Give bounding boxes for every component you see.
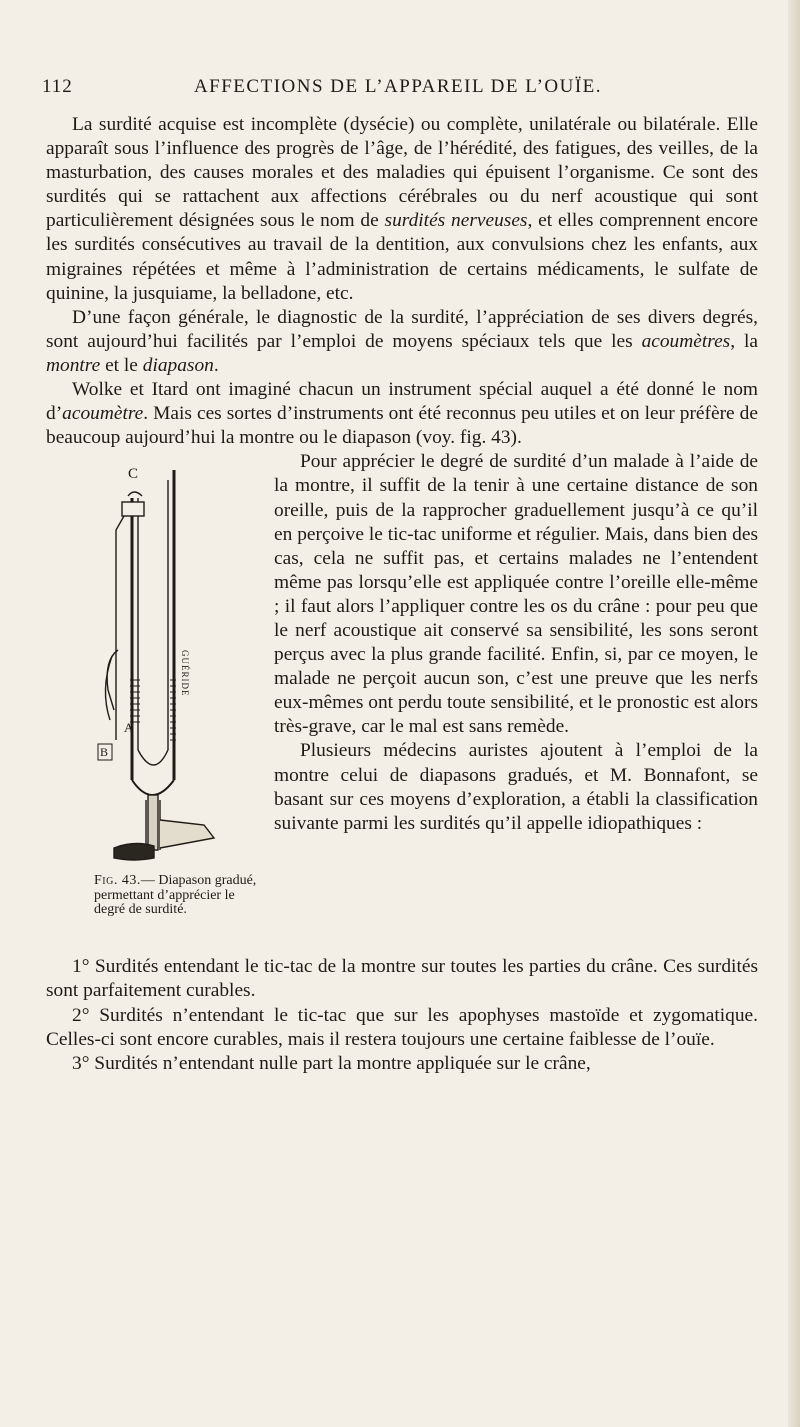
figure-43 [94,450,262,955]
left-prong-tip [128,492,142,496]
paragraph-1-text-b: , et elles comprennent encore les surdités consécutives au travail de la dentition, aux convulsions chez les enfants, aux migraines répétées et même à l’administration de certains médicaments, le sulfate de quinine, la jusquiame, la belladone, etc. [46,210,758,304]
page-number: 112 [42,76,73,97]
paragraph-3-text-b: . Mais ces sortes d’instruments ont été reconnus peu utiles et on leur préfère de beaucoup aujourd’hui la montre ou le diapason (voy. fig. 43). [46,403,758,449]
body-text [46,113,758,1076]
paragraph-1-text-a: La surdité acquise est incomplète (dysécie) ou complète, unilatérale ou bilatérale. Elle apparaît sous l’influence des progrès de l’âge, de l’hérédité, des fatigues, des veilles, de la masturbation, des causes morales et des maladies qui épuisent l’organisme. Ce sont des surdités qui se rattachent aux affections cérébrales ou du nerf acoustique qui sont particulièrement désignées sous le nom de [46,114,758,232]
paragraph-2 [46,306,758,378]
tuning-fork-illustration [94,450,262,870]
list-item-2: 2° Surdités n’entendant le tic-tac que sur les apophyses mastoïde et zygomatique. Celles-ci sont encore curables, mais il restera toujours une certaine faiblesse de l’ouïe. [46,1004,758,1050]
fork-base [114,844,154,861]
term-diapason: diapason [142,354,214,376]
left-clamp-outer [105,656,112,720]
figure-label: Fig. 43. [94,873,141,889]
paragraph-4: Pour apprécier le degré de surdité d’un malade à l’aide de la montre, il suffit de la tenir à une certaine distance de son oreille, puis de la rapprocher graduellement jusqu’à ce qu’il en perçoive le tic-tac uniforme et régulier. Mais, dans bien des cas, cela ne suffit pas, et certains malades ne l’entendent même pas lorsqu’elle est appliquée contre l’oreille elle-même ; il faut alors l’appliquer contre les os du crâne : pour peu que le nerf acoustique ait conservé sa sensibilité, les sons seront perçus avec la plus grande facilité. Enfin, si, par ce moyen, le malade ne perçoit aucun son, c’est une preuve que les nerfs eux-mêmes ont perdu toute sensibilité, et le pronostic est alors très-grave, car le mal est sans remède. [274,451,758,738]
paragraph-5: Plusieurs médecins auristes ajoutent à l’emploi de la montre celui de diapasons gradués, et M. Bonnafont, se basant sur ces moyens d’exploration, a établi la classification suivante parmi les surdités qu’il appelle idiopathiques : [274,740,758,834]
page-header [42,76,754,106]
term-acoumetres: acoumètres [641,330,731,352]
paragraph-2-text-b: , la [730,330,758,352]
list-item-3: 3° Surdités n’entendant nulle part la montre appliquée sur le crâne, [72,1052,591,1074]
paragraph-2-text-c: et le [100,354,143,376]
slider-top [122,502,144,516]
label-c: C [128,466,139,483]
fork-stem [148,795,158,850]
paragraph-2-text-d: . [213,354,219,376]
term-surdites-nerveuses: surdités nerveuses [384,210,528,232]
page-edge [788,0,800,1427]
left-outline [116,516,124,740]
figure-caption-text: — Diapason gradué, permettant d’apprécier le degré de surdité. [94,873,257,918]
paragraph-3-text-a: Wolke et Itard ont imaginé chacun un instrument spécial auquel a été donné le nom d’ [46,379,758,425]
list-item-1: 1° Surdités entendant le tic-tac de la montre sur toutes les parties du crâne. Ces surdités sont parfaitement curables. [46,956,758,1002]
paragraph-2-text-a: D’une façon générale, le diagnostic de la surdité, l’appréciation de ses divers degrés, sont aujourd’hui facilités par l’emploi de moyens spéciaux tels que les [46,306,758,352]
running-head: AFFECTIONS DE L’APPAREIL DE L’OUÏE. [193,76,603,97]
figure-caption [94,874,262,918]
prong-hatching [130,680,176,740]
label-b: B [100,745,109,760]
label-a: A [124,720,134,736]
paragraph-1 [46,113,758,306]
fork-bend [138,750,168,765]
term-acoumetre: acoumètre [62,403,144,425]
fork-handle [160,820,214,848]
fork-bend-outer [132,780,174,795]
term-montre: montre [46,354,101,376]
maker-mark: GUÉRIDE [180,650,190,697]
paragraph-3 [46,378,758,450]
